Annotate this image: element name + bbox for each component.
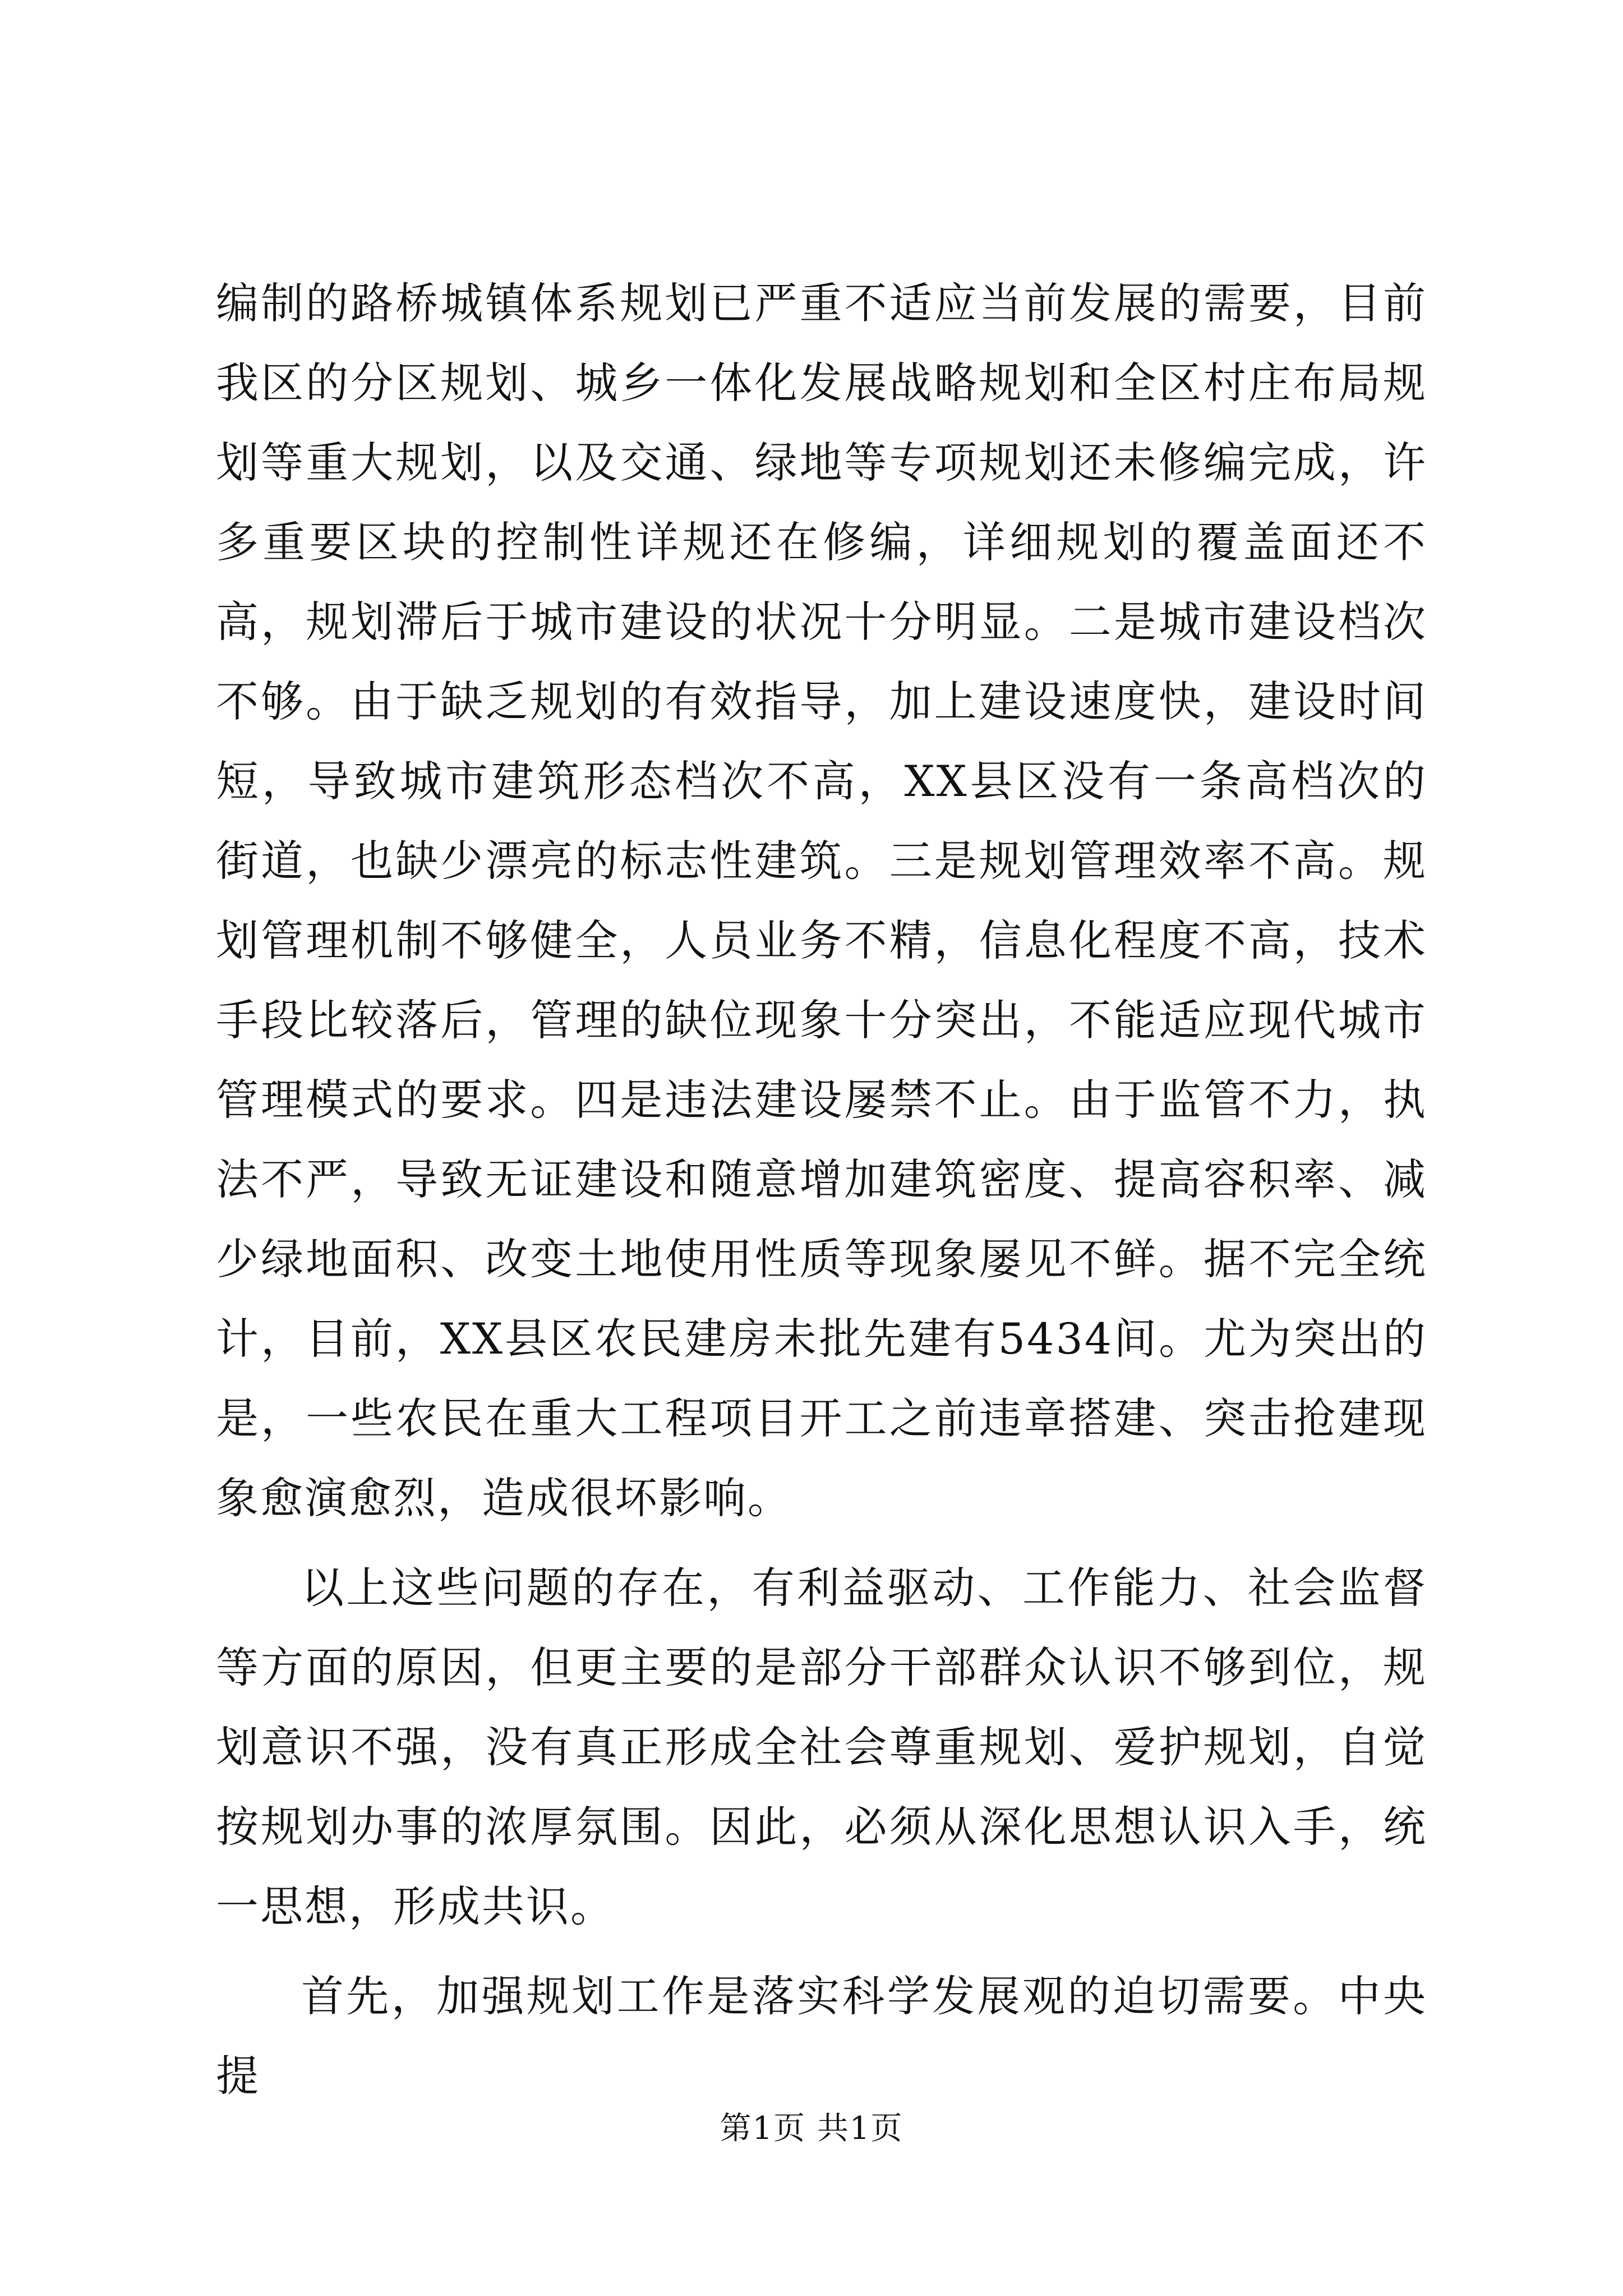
paragraph-3: 首先，加强规划工作是落实科学发展观的迫切需要。中央提 [216,1971,1427,2101]
paragraph-2: 以上这些问题的存在，有利益驱动、工作能力、社会监督等方面的原因，但更主要的是部分干部群众认识不够到位，规划意识不强，没有真正形成全社会尊重规划、爱护规划，自觉按规划办事的浓厚氛围。因此，必须从深化思想认识入手，统一思想，形成共识。 [216,1563,1427,1931]
page-footer: 第1页 共1页 [720,2110,903,2147]
paragraph-1: 编制的路桥城镇体系规划已严重不适应当前发展的需要，目前我区的分区规划、城乡一体化发展战略规划和全区村庄布局规划等重大规划，以及交通、绿地等专项规划还未修编完成，许多重要区块的控制性详规还在修编，详细规划的覆盖面还不高，规划滞后于城市建设的状况十分明显。二是城市建设档次不够。由于缺乏规划的有效指导，加上建设速度快，建设时间短，导致城市建筑形态档次不高，XX县区没有一条高档次的街道，也缺少漂亮的标志性建筑。三是规划管理效率不高。规划管理机制不够健全，人员业务不精，信息化程度不高，技术手段比较落后，管理的缺位现象十分突出，不能适应现代城市管理模式的要求。四是违法建设屡禁不止。由于监管不力，执法不严，导致无证建设和随意增加建筑密度、提高容积率、减少绿地面积、改变土地使用性质等现象屡见不鲜。据不完全统计，目前，XX县区农民建房未批先建有5434间。尤为突出的是，一些农民在重大工程项目开工之前违章搭建、突击抢建现象愈演愈烈，造成很坏影响。 [216,278,1427,1523]
document-body [216,264,1427,2116]
